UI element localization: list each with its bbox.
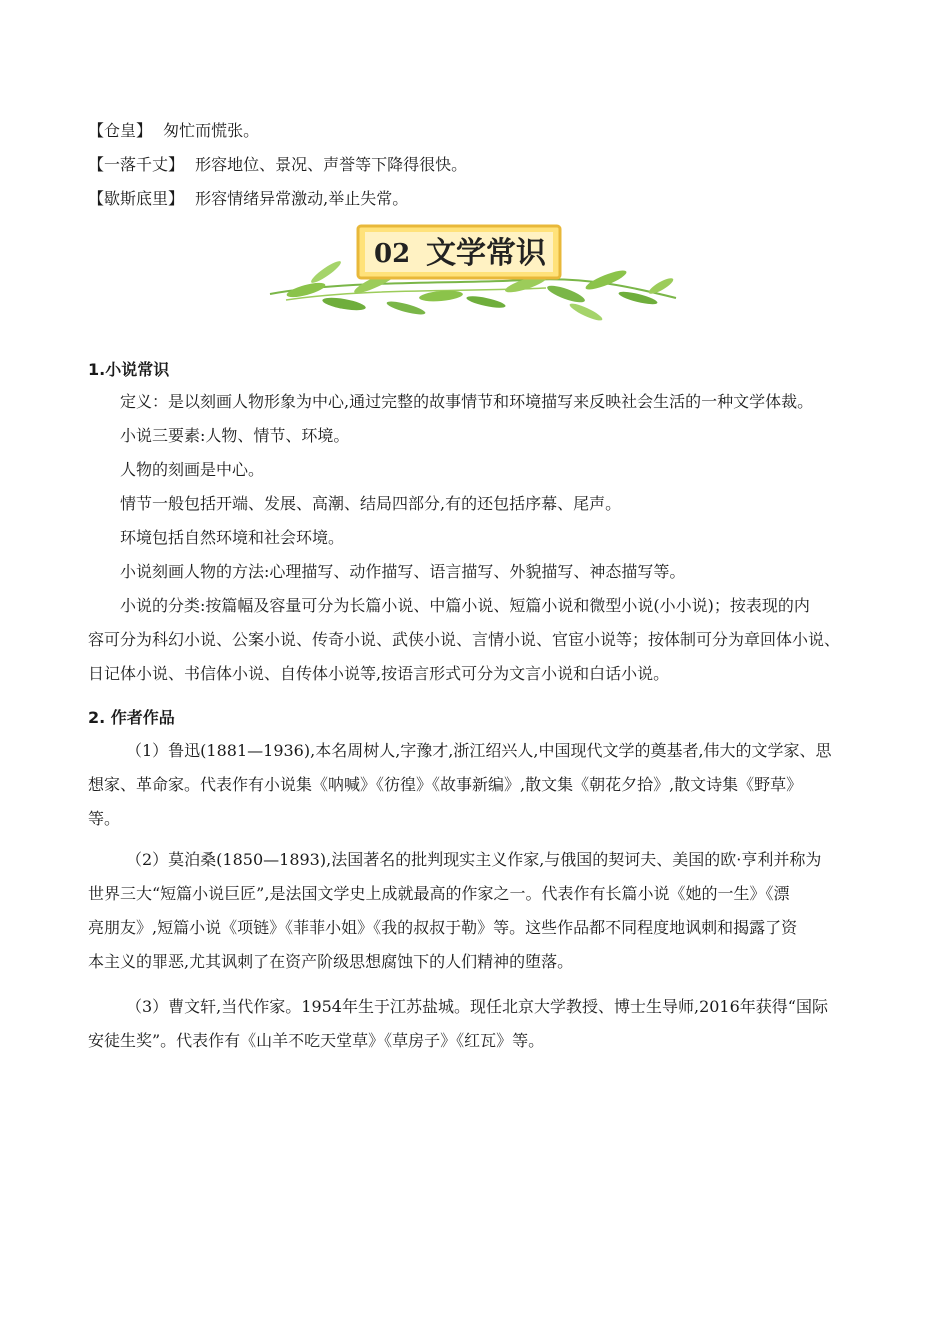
vocab-definition: 匆忙而慌张。: [163, 121, 260, 140]
section-heading-authors: 2. 作者作品: [88, 708, 175, 727]
text-line: 定义：是以刻画人物形象为中心,通过完整的故事情节和环境描写来反映社会生活的一种文学体裁。: [120, 392, 814, 411]
text-line: 想家、革命家。代表作有小说集《呐喊》《彷徨》《故事新编》,散文集《朝花夕拾》,散文诗集《野草》: [88, 775, 803, 794]
text-line: （2）莫泊桑(1850—1893),法国著名的批判现实主义作家,与俄国的契诃夫、美国的欧·亨利并称为: [126, 850, 822, 869]
vocab-definition: 形容地位、景况、声誉等下降得很快。: [195, 155, 468, 174]
section-heading-novel: 1.小说常识: [88, 360, 170, 379]
novel-basics: [88, 385, 874, 691]
text-line: 等。: [88, 809, 121, 828]
text-line: 小说刻画人物的方法:心理描写、动作描写、语言描写、外貌描写、神态描写等。: [120, 562, 686, 581]
text-line: 环境包括自然环境和社会环境。: [120, 528, 345, 547]
author-entry-luxun: [88, 734, 874, 836]
vocab-item: [88, 189, 408, 209]
text-line: 情节一般包括开端、发展、高潮、结局四部分,有的还包括序幕、尾声。: [120, 494, 622, 513]
text-line: 日记体小说、书信体小说、自传体小说等,按语言形式可分为文言小说和白话小说。: [88, 664, 670, 683]
text-line: （3）曹文轩,当代作家。1954年生于江苏盐城。现任北京大学教授、博士生导师,2016年获得“国际: [126, 997, 828, 1016]
vocab-term: 【歇斯底里】: [88, 189, 185, 208]
text-line: 世界三大“短篇小说巨匠”,是法国文学史上成就最高的作家之一。代表作有长篇小说《她的一生》《漂: [88, 884, 790, 903]
text-line: 容可分为科幻小说、公案小说、传奇小说、武侠小说、言情小说、官宦小说等；按体制可分为章回体小说、: [88, 630, 841, 649]
text-line: 小说的分类:按篇幅及容量可分为长篇小说、中篇小说、短篇小说和微型小说(小小说)；按表现的内: [120, 596, 810, 615]
text-line: （1）鲁迅(1881—1936),本名周树人,字豫才,浙江绍兴人,中国现代文学的奠基者,伟大的文学家、思: [126, 741, 832, 760]
text-line: 人物的刻画是中心。: [120, 460, 265, 479]
author-entry-maupassant: [88, 843, 874, 979]
vocab-definition: 形容情绪异常激动,举止失常。: [195, 189, 409, 208]
vocab-item: [88, 155, 467, 175]
banner-title: 文学常识: [426, 236, 546, 271]
vocab-term: 【仓皇】: [88, 121, 153, 140]
banner-number: 02: [374, 239, 411, 269]
vocab-term: 【一落千丈】: [88, 155, 185, 174]
text-line: 安徒生奖”。代表作有《山羊不吃天堂草》《草房子》《红瓦》等。: [88, 1031, 545, 1050]
text-line: 亮朋友》,短篇小说《项链》《菲菲小姐》《我的叔叔于勒》等。这些作品都不同程度地讽刺和揭露了资: [88, 918, 798, 937]
text-line: 本主义的罪恶,尤其讽刺了在资产阶级思想腐蚀下的人们精神的堕落。: [88, 952, 574, 971]
text-line: 小说三要素:人物、情节、环境。: [120, 426, 350, 445]
section-banner: [266, 222, 680, 328]
author-entry-cao-wenxuan: [88, 990, 874, 1058]
vocab-item: [88, 121, 259, 141]
